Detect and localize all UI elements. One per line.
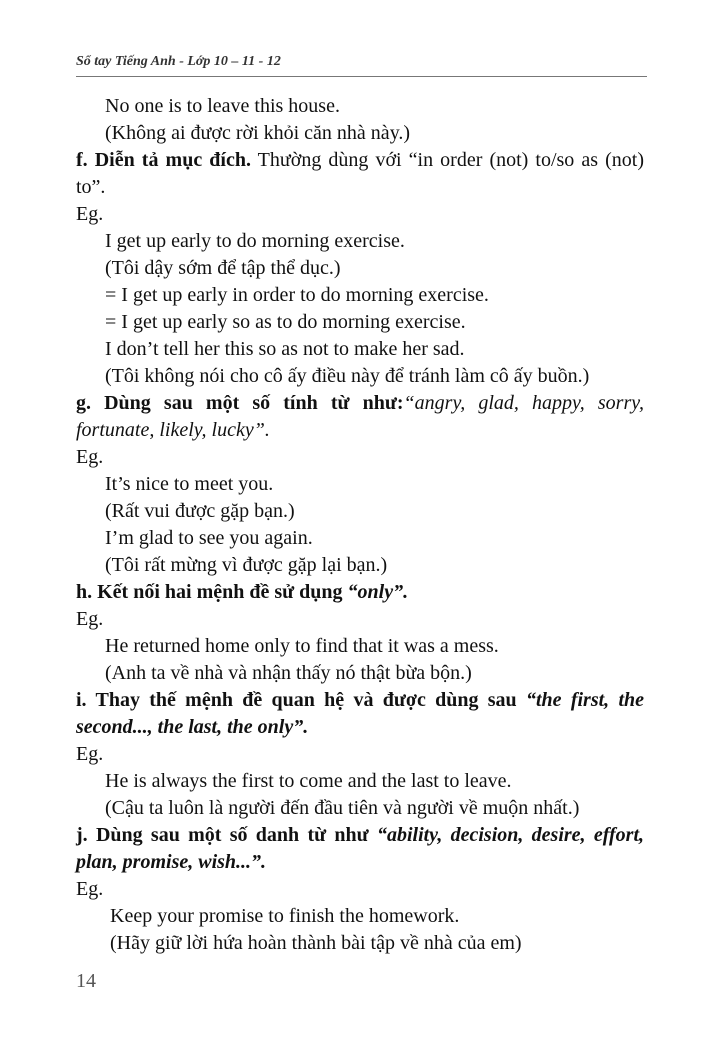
section-j-heading: j. Dùng sau một số danh từ như <box>76 824 377 846</box>
section-f-text: Thường dùng với “in order (not) to/so as (not) to”. <box>76 149 644 198</box>
section-f-heading: f. Diễn tả mục đích. <box>76 149 251 171</box>
example-line: He returned home only to find that it was a mess. <box>105 635 499 657</box>
example-line: I don’t tell her this so as not to make her sad. <box>105 338 465 360</box>
example-line: Keep your promise to finish the homework. <box>110 905 460 927</box>
header-rule <box>76 76 647 77</box>
translation-line: (Tôi không nói cho cô ấy điều này để tránh làm cô ấy buồn.) <box>105 365 590 387</box>
section-h-quote: “only”. <box>347 581 409 603</box>
example-line: He is always the first to come and the last to leave. <box>105 770 512 792</box>
section-j-quote: “ability, decision, desire, effort, plan, promise, wish...”. <box>76 824 645 873</box>
translation-line: (Không ai được rời khỏi căn nhà này.) <box>105 122 411 144</box>
section-g-heading: g. Dùng sau một số tính từ như: <box>76 392 404 414</box>
example-line: It’s nice to meet you. <box>105 473 274 495</box>
translation-line: (Anh ta về nhà và nhận thấy nó thật bừa bộn.) <box>105 662 472 684</box>
eg-label: Eg. <box>76 878 104 900</box>
eg-label: Eg. <box>76 608 104 630</box>
page-body <box>76 93 644 957</box>
example-line: I’m glad to see you again. <box>105 527 313 549</box>
example-line: I get up early to do morning exercise. <box>105 230 405 252</box>
section-i-heading: i. Thay thế mệnh đề quan hệ và được dùng sau <box>76 689 526 711</box>
eg-label: Eg. <box>76 446 104 468</box>
section-g <box>76 390 644 444</box>
eg-label: Eg. <box>76 203 104 225</box>
example-line: No one is to leave this house. <box>105 95 340 117</box>
section-i <box>76 687 644 741</box>
section-i-quote: “the first, the second..., the last, the only”. <box>76 689 645 738</box>
translation-line: (Cậu ta luôn là người đến đầu tiên và người về muộn nhất.) <box>105 797 580 819</box>
translation-line: (Tôi rất mừng vì được gặp lại bạn.) <box>105 554 388 576</box>
running-header: Sổ tay Tiếng Anh - Lớp 10 – 11 - 12 <box>76 54 281 69</box>
page-number: 14 <box>76 970 96 992</box>
section-h <box>76 579 644 606</box>
example-line: = I get up early so as to do morning exercise. <box>105 311 466 333</box>
translation-line: (Rất vui được gặp bạn.) <box>105 500 295 522</box>
section-h-heading: h. Kết nối hai mệnh đề sử dụng <box>76 581 348 603</box>
eg-label: Eg. <box>76 743 104 765</box>
section-f <box>76 147 644 201</box>
translation-line: (Hãy giữ lời hứa hoàn thành bài tập về nhà của em) <box>110 932 522 954</box>
example-line: = I get up early in order to do morning exercise. <box>105 284 489 306</box>
section-g-quote: “angry, glad, happy, sorry, fortunate, likely, lucky”. <box>76 392 645 441</box>
translation-line: (Tôi dậy sớm để tập thể dục.) <box>105 257 341 279</box>
section-j <box>76 822 644 876</box>
